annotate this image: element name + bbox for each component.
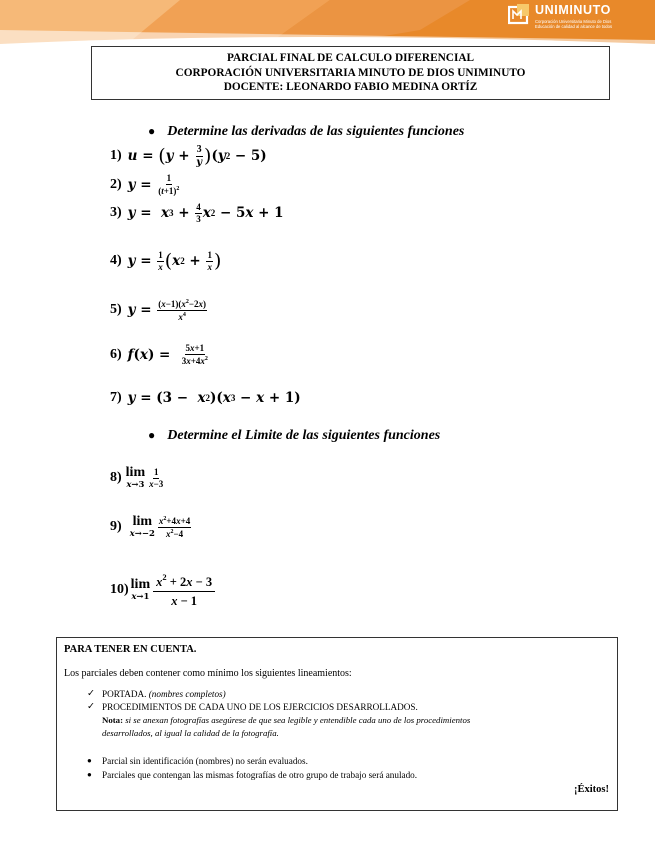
logo-mark-icon bbox=[508, 3, 532, 27]
checkmark-icon: ✓ bbox=[87, 702, 95, 712]
bullet-icon: ● bbox=[87, 756, 92, 765]
guidelines-intro: Los parciales deben contener como mínimo los siguientes lineamientos: bbox=[64, 668, 352, 679]
exam-header bbox=[91, 46, 610, 100]
exercise-7: 7) y = (3 − x 2 )( x 3 − x + 1) bbox=[110, 390, 301, 406]
guideline-procedures: PROCEDIMIENTOS DE CADA UNO DE LOS EJERCICIOS DESARROLLADOS. bbox=[102, 702, 418, 712]
guidelines-box bbox=[56, 637, 618, 811]
exercise-10: 10) lim x→1 $\frac{x^2 + 2x - 3}{x - 1}$ bbox=[110, 570, 216, 610]
exam-title: PARCIAL FINAL DE CALCULO DIFERENCIAL bbox=[226, 52, 475, 64]
exercise-1: 1) u = ( y + $\frac{3}{y}$ ) ( y 2 − 5) bbox=[110, 143, 267, 168]
guidelines-title: PARA TENER EN CUENTA. bbox=[64, 644, 197, 655]
guideline-note-cont: desarrollados, al igual la calidad de la fotografía. bbox=[102, 728, 279, 738]
guideline-cover: PORTADA. (nombres completos) bbox=[102, 689, 226, 699]
exercise-6: 6) f ( x ) = $\frac{5x+1}{3x+4x^2}$ bbox=[110, 343, 208, 366]
exercise-5: 5) y = $\frac{(x-1)(x^2-2x)}{x^4}$ bbox=[110, 298, 207, 322]
logo-name: UNIMINUTO bbox=[535, 3, 611, 17]
logo-tagline-1: Corporación Universitaria Minuto de Dios bbox=[535, 19, 612, 24]
logo-tagline-2: Educación de calidad al alcance de todos bbox=[535, 24, 613, 29]
exercise-8: 8) lim x→3 $\frac{1}{x-3}$ bbox=[110, 465, 164, 491]
guideline-note: Nota: si se anexan fotografías asegúrese de que sea legible y entendible cada uno de los procedimientos bbox=[102, 715, 471, 725]
exercise-2: 2) y = $\frac{1}{(t+1)^2}$ bbox=[110, 173, 180, 196]
checkmark-icon: ✓ bbox=[87, 689, 95, 699]
bullet-icon: ● bbox=[87, 770, 92, 779]
section-limits-heading: ● Determine el Limite de las siguientes funciones bbox=[148, 428, 441, 443]
teacher-name: DOCENTE: LEONARDO FABIO MEDINA ORTÍZ bbox=[223, 81, 478, 93]
section-derivatives-heading: ● Determine las derivadas de las siguientes funciones bbox=[148, 124, 465, 139]
bullet-icon: ● bbox=[148, 428, 156, 442]
exercise-4: 4) y = $\frac{1}{x}$ ( x 2 + $\frac{1}{x}$ ) bbox=[110, 249, 222, 272]
rule-identification: Parcial sin identificación (nombres) no serán evaluados. bbox=[102, 756, 308, 766]
exercise-3: 3) y = x 3 + $\frac{4}{3}$ x 2 − 5 x + 1 bbox=[110, 201, 284, 224]
uniminuto-logo bbox=[508, 3, 650, 31]
bullet-icon: ● bbox=[148, 124, 156, 138]
exercise-9: 9) lim x→−2 $\frac{x^2+4x+4}{x^2-4}$ bbox=[110, 514, 191, 540]
closing-text: ¡Éxitos! bbox=[574, 784, 609, 795]
institution-name: CORPORACIÓN UNIVERSITARIA MINUTO DE DIOS UNIMINUTO bbox=[175, 67, 526, 79]
header-banner bbox=[0, 0, 655, 50]
rule-duplicate-photos: Parciales que contengan las mismas fotografías de otro grupo de trabajo será anulado. bbox=[102, 770, 418, 780]
